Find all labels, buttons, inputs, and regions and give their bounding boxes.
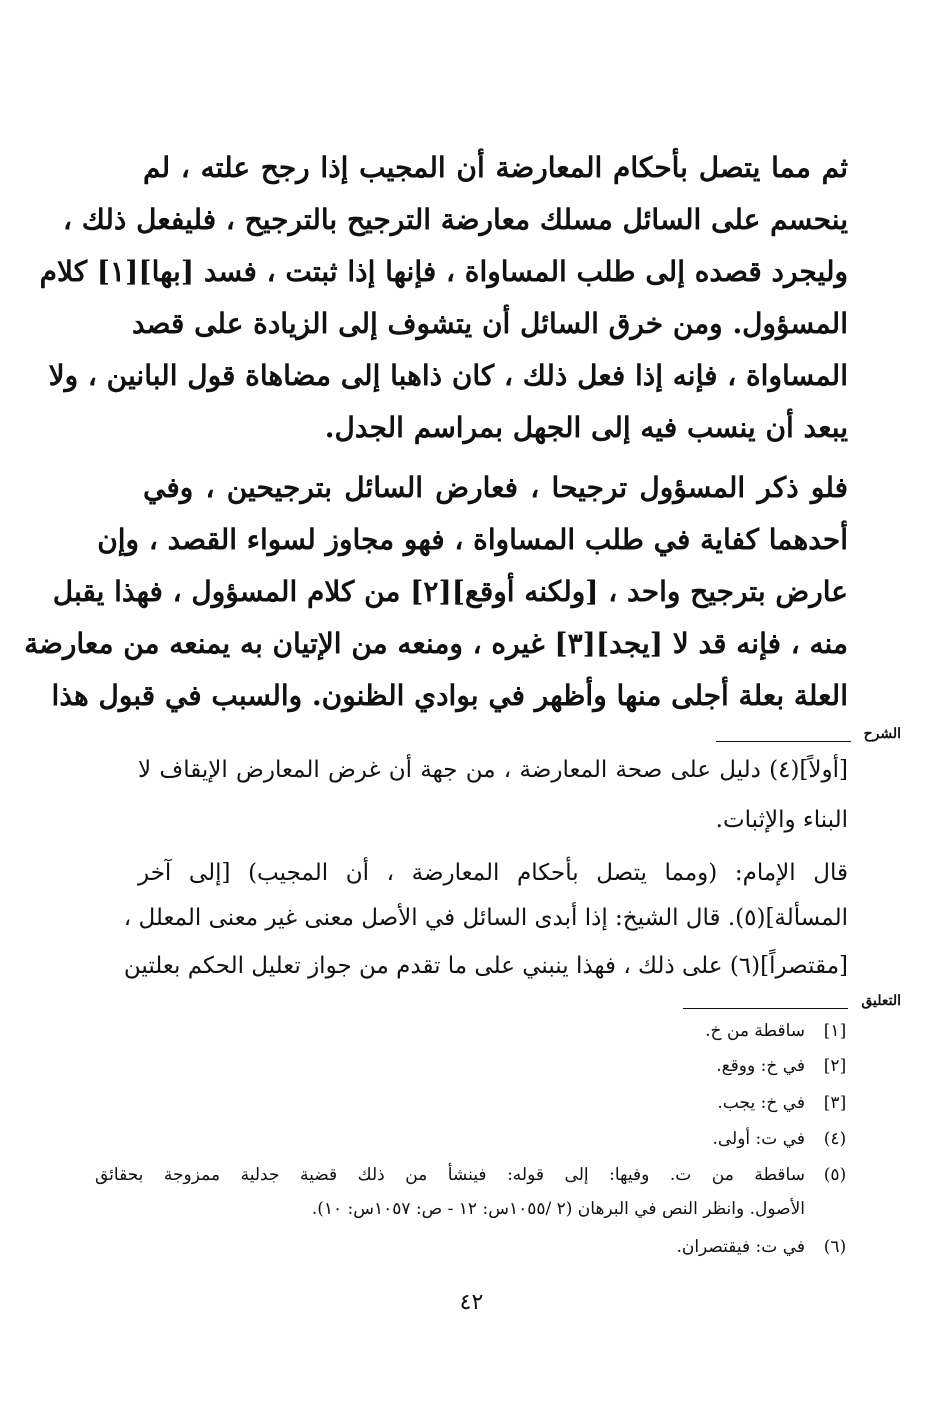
footnote-text: في خ: يجب.: [717, 1093, 805, 1113]
main-line: ثم مما يتصل بأحكام المعارضة أن المجيب إذا رجح علته ، لم: [143, 151, 848, 184]
main-line: عارض بترجيح واحد ، [ولكنه أوقع][٢] من كلام المسؤول ، فهذا يقبل: [52, 575, 848, 608]
footnote: [95, 1017, 855, 1045]
footnote-number: [٣]: [823, 1093, 847, 1113]
footnote-text: في ت: أولى.: [712, 1129, 805, 1149]
footnote-number: [١]: [823, 1021, 847, 1041]
taaliq-divider: [683, 1008, 848, 1009]
footnote: [95, 1089, 855, 1117]
sharh-line: [أولاً](٤) دليل على صحة المعارضة ، من جهة أن غرض المعارض الإيقاف لا: [138, 757, 848, 783]
sharh-divider: [716, 741, 851, 742]
footnote-text: في خ: ووقع.: [716, 1056, 805, 1076]
footnote-text: ساقطة من ت. وفيها: إلى قوله: فينشأ من ذلك قضية جدلية ممزوجة بحقائق: [95, 1165, 805, 1185]
main-line: منه ، فإنه قد لا [يجد][٣] غيره ، ومنعه من الإتيان به يمنعه من معارضة: [24, 627, 848, 660]
main-line: المساواة ، فإنه إذا فعل ذلك ، كان ذاهبا إلى مضاهاة قول البانين ، ولا: [48, 359, 848, 392]
main-line: العلة بعلة أجلى منها وأظهر في بوادي الظنون. والسبب في قبول هذا: [51, 679, 848, 712]
footnote: [95, 1233, 855, 1261]
footnote-text-continued: الأصول. وانظر النص في البرهان (٢ /١٠٥٥س: ١٢ - ص: ١٠٥٧س: ١٠).: [311, 1199, 805, 1219]
footnote: [95, 1125, 855, 1153]
sharh-label: الشرح: [863, 726, 901, 742]
footnote-text: ساقطة من خ.: [705, 1021, 805, 1041]
sharh-line: البناء والإثبات.: [715, 807, 848, 833]
page-number: ٤٢: [459, 1290, 484, 1315]
main-line: وليجرد قصده إلى طلب المساواة ، فإنها إذا ثبتت ، فسد [بها][١] كلام: [39, 255, 848, 288]
footnote: [95, 1052, 855, 1080]
main-line: أحدهما كفاية في طلب المساواة ، فهو مجاوز لسواء القصد ، وإن: [97, 523, 848, 556]
footnote: [95, 1161, 855, 1221]
sharh-line: [مقتصراً](٦) على ذلك ، فهذا ينبني على ما تقدم من جواز تعليل الحكم بعلتين: [123, 953, 848, 979]
footnote-text: في ت: فيقتصران.: [676, 1237, 805, 1257]
sharh-line: المسألة](٥). قال الشيخ: إذا أبدى السائل في الأصل معنى غير معنى المعلل ،: [123, 905, 848, 931]
main-line: يبعد أن ينسب فيه إلى الجهل بمراسم الجدل.: [324, 411, 848, 444]
main-line: ينحسم على السائل مسلك معارضة الترجيح بالترجيح ، فليفعل ذلك ،: [62, 203, 848, 236]
main-line: المسؤول. ومن خرق السائل أن يتشوف إلى الزيادة على قصد: [131, 307, 848, 340]
sharh-line: قال الإمام: (ومما يتصل بأحكام المعارضة ، أن المجيب) [إلى آخر: [138, 860, 849, 886]
footnote-number: (٦): [823, 1237, 847, 1257]
footnote-number: (٤): [823, 1129, 847, 1149]
taaliq-label: التعليق: [861, 993, 901, 1009]
footnote-number: (٥): [823, 1165, 847, 1185]
footnote-number: [٢]: [823, 1056, 847, 1076]
main-line: فلو ذكر المسؤول ترجيحا ، فعارض السائل بترجيحين ، وفي: [143, 471, 848, 504]
